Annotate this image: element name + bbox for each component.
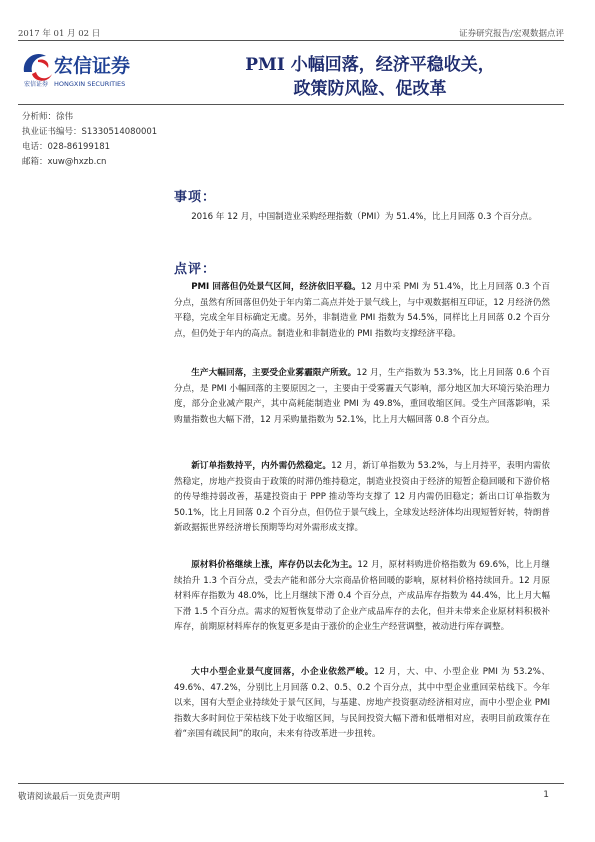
paragraph-lead: PMI 回落但仍处景气区间，经济依旧平稳。 xyxy=(191,282,361,292)
paragraph-body: 12 月中采 PMI 为 51.4%，比上月回落 0.3 个百分点，虽然有所回落但仍处于年内第二高点并处于景气线上，与中观数据相互印证，12 月经济仍然平稳，完成全年目标确定无虞。另外，非制造业 PMI 指数为 54.5%，同样比上月回落 0.2 个百分点，但仍处于年内的高点。制造业和非制造业的 PMI 指数均支撑经济平稳。 xyxy=(174,282,550,339)
paragraph-lead: 新订单指数持平，内外需仍然稳定。 xyxy=(191,461,332,471)
comment-paragraph-2 xyxy=(174,366,550,428)
title-divider xyxy=(18,104,564,105)
paragraph-lead: 原材料价格继续上涨，库存仍以去化为主。 xyxy=(191,560,358,570)
event-paragraph: 2016 年 12 月，中国制造业采购经理指数（PMI）为 51.4%，比上月回落 0.3 个百分点。 xyxy=(191,212,538,222)
paragraph-body: 12 月，大、中、小型企业 PMI 为 53.2%、49.6%、47.2%，分别比上月回落 0.2、0.5、0.2 个百分点，其中中型企业重回荣枯线下。今年以来，国有大型企业持续处于景气区间，与基建、房地产投资驱动经济相对应，而中小型企业 PMI 指数大多时间位于荣枯线下处于收缩区间，与民间投资大幅下滑和低增相对应，表明目前政策存在着“亲国有疏民间”的取向，未来有待改革进一步扭转。 xyxy=(174,667,550,740)
analyst-email: 邮箱：xuw@hxzb.cn xyxy=(22,157,107,167)
page-header xyxy=(18,7,564,39)
comment-heading: 点评： xyxy=(174,262,217,277)
analyst-phone: 电话：028-86199181 xyxy=(22,142,111,152)
footer-divider xyxy=(18,783,564,784)
comment-paragraph-1 xyxy=(174,280,550,342)
report-title-line1: PMI 小幅回落，经济平稳收关， xyxy=(245,55,495,75)
report-type: 证券研究报告/宏观数据点评 xyxy=(459,29,564,39)
event-heading: 事项： xyxy=(174,190,217,205)
svg-text:HONGXIN SECURITIES: HONGXIN SECURITIES xyxy=(54,80,126,88)
page-number: 1 xyxy=(543,790,549,800)
svg-text:宏信证券: 宏信证券 xyxy=(24,81,49,88)
comment-paragraph-5 xyxy=(174,665,550,743)
company-logo xyxy=(18,46,168,90)
paragraph-body: 12 月，新订单指数为 53.2%，与上月持平，表明内需依然稳定，房地产投资由于政策的时滞仍维持稳定，制造业投资由于经济的短暂企稳回暖和下游价格的传导维持弱改善，基建投资由于 PPP 推动等均支撑了 12 月内需仍旧稳定；新出口订单指数为 50.1%，比上月回落 0.2 个百分点，但仍位于景气线上，全球发达经济体均出现短暂好转，特朗普新政据振世界经济增长预期等均对外需形成支撑。 xyxy=(174,461,550,534)
header-divider xyxy=(18,40,564,41)
disclaimer-link[interactable]: 敬请阅读最后一页免责声明 xyxy=(18,792,121,802)
comment-paragraph-3 xyxy=(174,459,550,537)
paragraph-lead: 生产大幅回落，主要受企业雾霾限产所致。 xyxy=(191,368,357,378)
paragraph-body: 12 月，原材料购进价格指数为 69.6%，比上月继续抬升 1.3 个百分点，受去产能和部分大宗商品价格回暖的影响，原材料价格持续回升。12 月原材料库存指数为 48.0%，比上月继续下滑 0.4 个百分点，产成品库存指数为 44.4%，比上月大幅下滑 1.5 个百分点。需求的短暂恢复带动了企业产成品库存的去化，但并未带来企业原材料积极补库存，前期原材料库存的恢复更多是由于涨价的企业生产经营调整，被动进行库存调整。 xyxy=(174,560,550,633)
analyst-name: 分析师：徐伟 xyxy=(22,112,74,122)
report-date: 2017 年 01 月 02 日 xyxy=(18,29,101,39)
report-title-line2: 政策防风险、促改革 xyxy=(293,79,447,99)
paragraph-body: 12 月，生产指数为 53.3%，比上月回落 0.6 个百分点，是 PMI 小幅回落的主要原因之一，主要由于受雾霾天气影响，部分地区加大环境污染治理力度，部分企业减产限产，其中高耗能制造业 PMI 为 49.8%，重回收缩区间。受生产回落影响，采购量指数也大幅下滑，12 月采购量指数为 52.1%，比上月大幅回落 0.8 个百分点。 xyxy=(174,368,550,425)
paragraph-lead: 大中小型企业景气度回落，小企业依然严峻。 xyxy=(191,667,374,677)
svg-text:宏信证券: 宏信证券 xyxy=(54,55,131,77)
analyst-cert: 执业证书编号：S1330514080001 xyxy=(22,127,158,137)
logo-mark-icon xyxy=(18,46,168,90)
comment-paragraph-4 xyxy=(174,558,550,636)
